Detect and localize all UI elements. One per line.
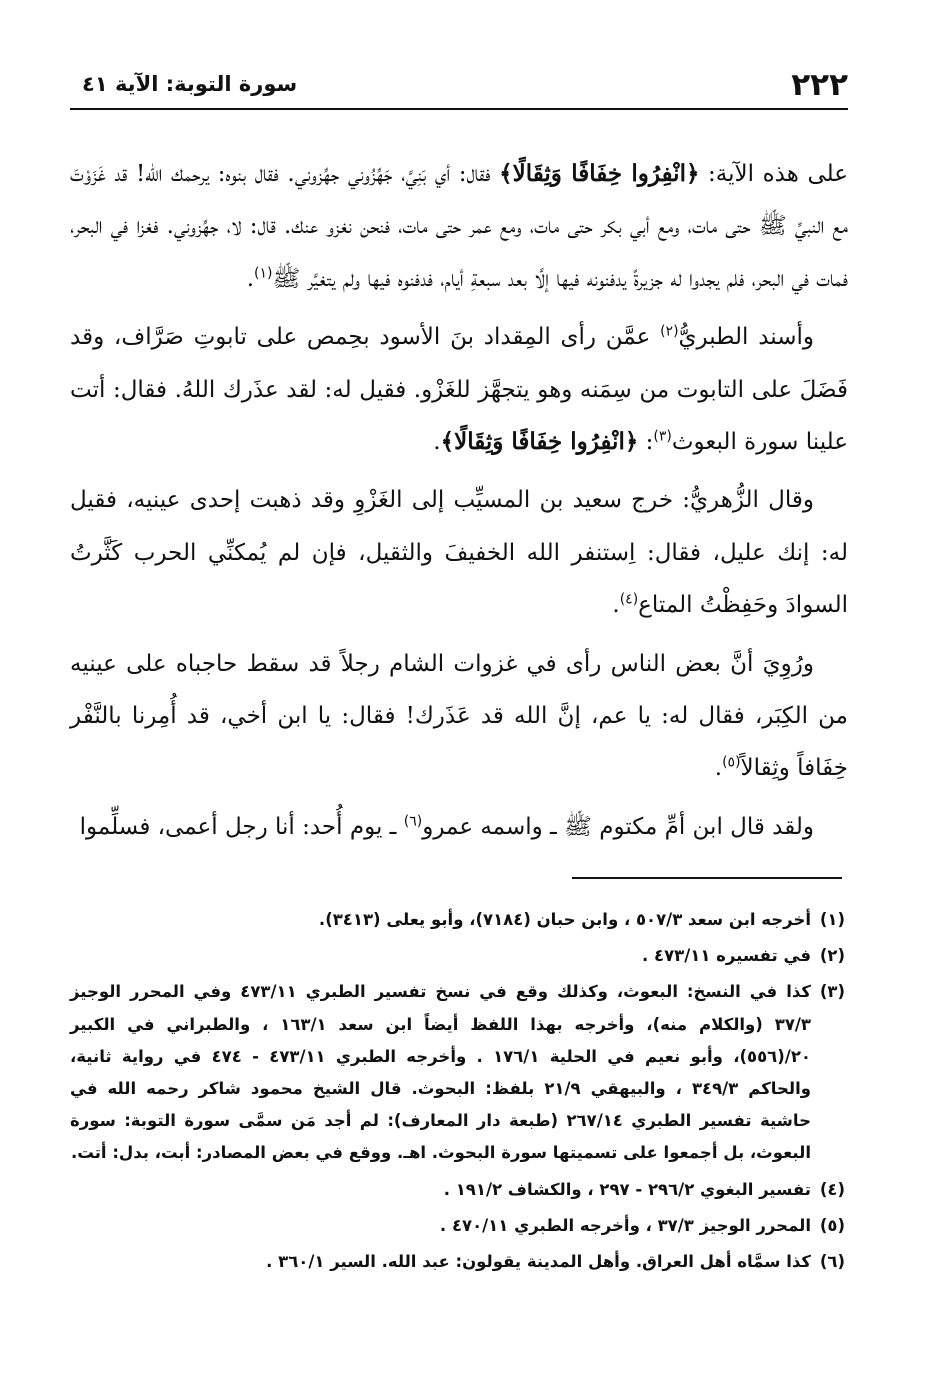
footnote-text: أخرجه ابن سعد ٥٠٧/٣ ، وابن حبان (٧١٨٤)، وأبو يعلى (٣٤١٣). xyxy=(318,910,811,929)
footnote-text: كذا في النسخ: البعوث، وكذلك وقع في نسخ تفسير الطبري ٤٧٣/١١ وفي المحرر الوجيز ٣٧/٣ (والكلام منه)، وأخرجه بهذا اللفظ أيضاً ابن سعد ١٦٣/١ ، والطبراني في الكبير ٢٠/(٥٥٦)، وأبو نعيم في الحلية ١٧٦/١ . وأخرجه الطبري ٤٧٣/١١ - ٤٧٤ في رواية ثانية، والحاكم ٣٤٩/٣ ، والبيهقي ٢١/٩ بلفظ: البحوث. قال الشيخ محمود شاكر رحمه الله في حاشية تفسير الطبري ٢٦٧/١٤ (طبعة دار المعارف): لم أجد مَن سمَّى سورة التوبة: سورة البعوث، بل أجمعوا على تسميتها سورة البحوث. اهـ. ووقع في بعض المصادر: أبت، بدل: أتت. xyxy=(70,982,811,1163)
footnote-text: في تفسيره ٤٧٣/١١ . xyxy=(642,946,811,966)
footnote-ref[interactable]: (٤) xyxy=(619,591,639,608)
text-run: وأسند الطبريُّ xyxy=(678,324,814,351)
header-divider xyxy=(70,108,848,110)
footnote-number: (٣) xyxy=(819,982,845,1002)
text-run: ولقد قال ابن أمِّ مكتوم ﷺ ـ واسمه عمرو xyxy=(422,813,814,840)
quran-verse: ﴿انْفِرُوا خِفَافًا وَثِقَالًا﴾ xyxy=(499,160,700,187)
text-run: عمَّن رأى المِقداد بنَ الأسود بحِمص على تابوتِ صَرَّاف، وقد فَضَلَ على التابوت من سِمَنه وهو يتجهَّز للغَزْو. فقيل له: لقد عذَرك اللهُ. فقال: أتت علينا سورة البعوث xyxy=(70,324,848,456)
paragraph-1 xyxy=(70,148,848,305)
footnote-number: (٢) xyxy=(819,946,845,966)
footnote-number: (٤) xyxy=(819,1179,845,1199)
text-run: على هذه الآية: xyxy=(699,161,848,187)
text-run: وقال الزُّهريُّ: خرج سعيد بن المسيِّب إلى الغَزْوِ وقد ذهبت إحدى عينيه، فقيل له: إنك عليل، فقال: اِستنفر الله الخفيفَ والثقيل، فإن لم يُمكنِّي الحرب كَثَّرتُ السوادَ وحَفِظْتُ المتاع xyxy=(70,487,848,619)
text-run: : xyxy=(638,429,654,456)
footnote-number: (١) xyxy=(819,910,845,929)
footnote-text: كذا سمَّاه أهل العراق. وأهل المدينة يقولون: عبد الله. السير ٣٦٠/١ . xyxy=(266,1252,811,1272)
footnotes xyxy=(70,904,845,1282)
page-header xyxy=(70,60,848,108)
footnote-ref[interactable]: (٦) xyxy=(403,813,423,830)
quran-verse: ﴿انْفِرُوا خِفَافًا وَثِقَالًا﴾ xyxy=(440,428,639,456)
footnote-divider xyxy=(572,877,842,879)
footnote-ref[interactable]: (٥) xyxy=(722,754,741,771)
footnote-5 xyxy=(70,1210,845,1242)
text-run: . xyxy=(714,755,723,782)
footnote-4 xyxy=(70,1174,845,1206)
page-number: ٢٢٢ xyxy=(791,67,848,103)
main-text xyxy=(70,148,848,859)
text-run: فقال: أي بَنِيَّ، جَهِّزُوني جهِّزوني. فقال بنوه: يرحمك الله! قد غَزَوْتَ مع النبيِّ ﷺ حتى مات، ومع أبي بكر حتى مات، ومع عمر حتى مات، فنحن نغزو عنك. قال: لا، جهِّزوني. فغزا في البحر، فمات في البحر، فلم يجدوا له جزيرةً يدفنونه فيها إلَّا بعد سبعةِ أيام، فدفنوه فيها ولم يتغيَّر ﷺ xyxy=(70,161,848,292)
running-title: سورة التوبة: الآية ٤١ xyxy=(82,72,298,96)
footnote-2 xyxy=(70,940,845,972)
text-run: . xyxy=(612,592,620,619)
paragraph-4 xyxy=(70,638,848,795)
footnote-ref[interactable]: (٢) xyxy=(660,323,679,340)
paragraph-2 xyxy=(70,311,848,468)
footnote-3 xyxy=(70,976,845,1169)
paragraph-5 xyxy=(70,801,848,853)
footnote-ref[interactable]: (١) xyxy=(254,265,273,282)
footnote-text: تفسير البغوي ٢٩٦/٢ - ٢٩٧ ، والكشاف ١٩١/٢ . xyxy=(443,1179,811,1199)
footnote-number: (٥) xyxy=(819,1215,845,1235)
text-run: ورُوِيَ أنَّ بعض الناس رأى في غزوات الشام رجلاً قد سقط حاجباه على عينيه من الكِبَر، فقال له: يا عم، إنَّ الله قد عَذَرك! فقال: يا ابن أخي، قد أُمِرنا بالنَّفْر خِفَافاً وثِقالاً xyxy=(70,650,848,782)
text-run: . xyxy=(246,265,255,292)
text-run: . xyxy=(433,429,441,456)
footnote-text: المحرر الوجيز ٣٧/٣ ، وأخرجه الطبري ٤٧٠/١١ . xyxy=(439,1215,811,1235)
footnote-1 xyxy=(70,904,845,936)
paragraph-3 xyxy=(70,474,848,631)
footnote-number: (٦) xyxy=(819,1252,845,1272)
footnote-ref[interactable]: (٣) xyxy=(653,428,672,445)
footnote-6 xyxy=(70,1246,845,1278)
text-run: ـ يوم أُحد: أنا رجل أعمى، فسلِّموا xyxy=(79,813,404,840)
